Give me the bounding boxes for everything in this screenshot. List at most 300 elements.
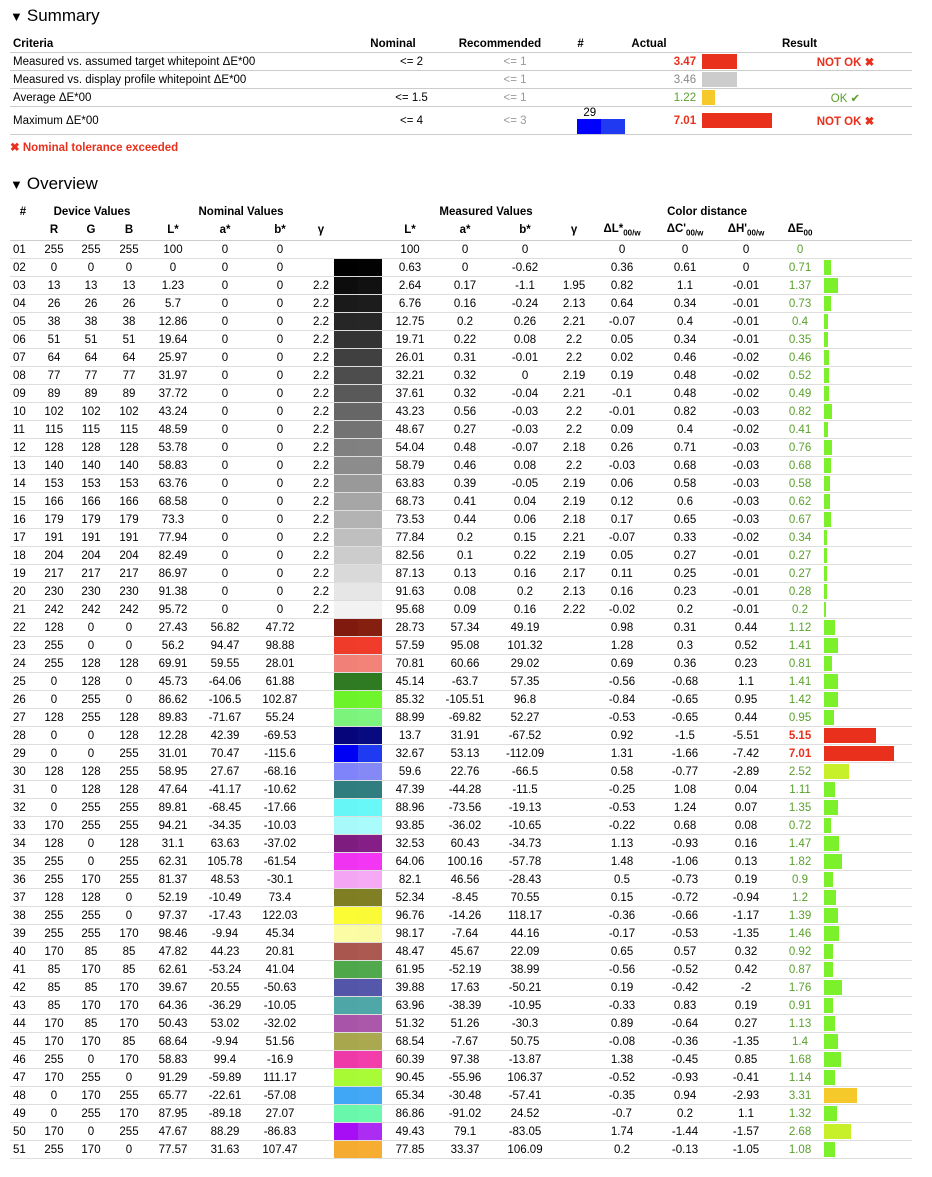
device-g: 217 [72,565,110,583]
nominal-l: 47.82 [148,943,198,961]
row-index: 24 [10,655,36,673]
overview-row [10,295,912,313]
device-b: 13 [110,277,148,295]
delta-l: 0.82 [590,277,654,295]
delta-e: 0.34 [776,529,824,547]
swatch-nominal [334,259,358,277]
delta-e-bar-fill [824,602,826,617]
overview-row [10,817,912,835]
measured-b: 70.55 [492,889,558,907]
nominal-l: 1.23 [148,277,198,295]
measured-gamma [558,1123,590,1141]
col-measured-l: L* [382,220,438,241]
device-r: 0 [36,799,72,817]
measured-l: 2.64 [382,277,438,295]
nominal-a: 0 [198,403,252,421]
device-r: 242 [36,601,72,619]
summary-criteria: Measured vs. display profile whitepoint ΔE*00 [10,71,367,89]
measured-b: -10.95 [492,997,558,1015]
measured-gamma [558,853,590,871]
device-r: 26 [36,295,72,313]
device-b: 0 [110,691,148,709]
device-r: 179 [36,511,72,529]
delta-e-bar [824,889,912,907]
nominal-a: 42.39 [198,727,252,745]
overview-table [10,204,912,1159]
device-g: 128 [72,439,110,457]
device-b: 51 [110,331,148,349]
measured-gamma: 2.2 [558,403,590,421]
nominal-a: -9.94 [198,1033,252,1051]
overview-heading[interactable] [10,174,98,194]
nominal-gamma: 2.2 [308,565,334,583]
delta-e: 1.13 [776,1015,824,1033]
measured-gamma [558,241,590,259]
nominal-l: 47.64 [148,781,198,799]
measured-a: 0.2 [438,313,492,331]
row-index: 03 [10,277,36,295]
swatch-measured [358,1051,382,1069]
overview-row [10,457,912,475]
summary-actual: 3.47 [628,53,699,71]
nominal-a: -10.49 [198,889,252,907]
delta-e-bar-fill [824,350,829,365]
delta-h: 0 [716,241,776,259]
nominal-l: 89.83 [148,709,198,727]
row-index: 35 [10,853,36,871]
swatch-measured [358,727,382,745]
nominal-gamma [308,907,334,925]
measured-b: 0.08 [492,457,558,475]
delta-h: 0.44 [716,709,776,727]
overview-row [10,439,912,457]
measured-gamma [558,799,590,817]
overview-group-distance: Color distance [667,206,747,218]
measured-a: -38.39 [438,997,492,1015]
swatch-measured [358,475,382,493]
delta-e: 0.62 [776,493,824,511]
nominal-gamma: 2.2 [308,277,334,295]
measured-l: 93.85 [382,817,438,835]
measured-b: 0.08 [492,331,558,349]
swatch-nominal [334,601,358,619]
col-delta-e: $\Delta E_{00}$ [776,220,824,241]
row-index: 06 [10,331,36,349]
measured-a: 0.32 [438,367,492,385]
measured-a: -7.67 [438,1033,492,1051]
delta-e-bar-fill [824,872,833,887]
measured-a: -55.96 [438,1069,492,1087]
measured-a: 0 [438,259,492,277]
swatch-measured [358,1123,382,1141]
delta-e-bar-fill [824,710,834,725]
measured-l: 43.23 [382,403,438,421]
device-b: 140 [110,457,148,475]
measured-l: 0.63 [382,259,438,277]
delta-e: 0.4 [776,313,824,331]
measured-l: 86.86 [382,1105,438,1123]
swatch-measured [358,331,382,349]
swatch-measured [358,1087,382,1105]
delta-e: 0 [776,241,824,259]
row-index: 39 [10,925,36,943]
delta-e: 0.52 [776,367,824,385]
measured-gamma: 2.2 [558,457,590,475]
delta-e-bar-fill [824,458,831,473]
nominal-a: 0 [198,601,252,619]
overview-row [10,619,912,637]
device-r: 0 [36,691,72,709]
measured-a: 0.13 [438,565,492,583]
measured-gamma [558,997,590,1015]
delta-e: 0.73 [776,295,824,313]
device-r: 115 [36,421,72,439]
overview-row [10,871,912,889]
measured-l: 28.73 [382,619,438,637]
device-b: 128 [110,709,148,727]
delta-c: -0.73 [654,871,716,889]
delta-e: 0.92 [776,943,824,961]
summary-bar [699,89,779,107]
nominal-l: 50.43 [148,1015,198,1033]
delta-e: 2.52 [776,763,824,781]
measured-a: 0.41 [438,493,492,511]
measured-b: 0 [492,367,558,385]
device-g: 0 [72,1123,110,1141]
delta-h: -0.01 [716,565,776,583]
delta-e-bar-fill [824,836,839,851]
nominal-gamma: 2.2 [308,529,334,547]
measured-l: 77.85 [382,1141,438,1159]
nominal-a: -68.45 [198,799,252,817]
device-b: 255 [110,799,148,817]
device-r: 0 [36,781,72,799]
nominal-a: 59.55 [198,655,252,673]
swatch-nominal [334,1105,358,1123]
measured-b: -11.5 [492,781,558,799]
nominal-b: 45.34 [252,925,308,943]
delta-c: 0.4 [654,421,716,439]
delta-l: -0.36 [590,907,654,925]
delta-e-bar [824,331,912,349]
delta-e-bar-fill [824,1034,838,1049]
swatch-nominal [334,709,358,727]
delta-e-bar-fill [824,368,829,383]
device-r: 170 [36,1123,72,1141]
measured-l: 6.76 [382,295,438,313]
nominal-gamma [308,1141,334,1159]
measured-b: 24.52 [492,1105,558,1123]
overview-row [10,1105,912,1123]
measured-gamma [558,925,590,943]
row-index: 36 [10,871,36,889]
delta-e-bar [824,871,912,889]
device-r: 255 [36,1141,72,1159]
device-g: 242 [72,601,110,619]
overview-row [10,673,912,691]
overview-row [10,331,912,349]
measured-a: 57.34 [438,619,492,637]
swatch-nominal [334,835,358,853]
delta-e: 0.41 [776,421,824,439]
swatch-nominal [334,241,358,259]
nominal-b: 98.88 [252,637,308,655]
delta-e: 1.14 [776,1069,824,1087]
device-g: 0 [72,727,110,745]
delta-h: -0.01 [716,313,776,331]
device-g: 191 [72,529,110,547]
nominal-a: 56.82 [198,619,252,637]
col-measured-a: a* [438,220,492,241]
device-b: 230 [110,583,148,601]
measured-gamma [558,871,590,889]
row-index: 08 [10,367,36,385]
col-delta-c: $\Delta C'_{00/w}$ [654,220,716,241]
device-r: 170 [36,943,72,961]
measured-gamma [558,1051,590,1069]
device-b: 0 [110,907,148,925]
delta-h: -0.03 [716,439,776,457]
device-g: 204 [72,547,110,565]
swatch-nominal [334,1123,358,1141]
nominal-b: 0 [252,259,308,277]
delta-e-bar-fill [824,962,833,977]
swatch-measured [358,385,382,403]
delta-l: 0.09 [590,421,654,439]
nominal-gamma [308,817,334,835]
device-r: 0 [36,673,72,691]
delta-e-bar-fill [824,386,829,401]
device-b: 217 [110,565,148,583]
measured-l: 68.73 [382,493,438,511]
delta-l: -0.22 [590,817,654,835]
device-r: 0 [36,259,72,277]
delta-e: 0.58 [776,475,824,493]
delta-h: 0.95 [716,691,776,709]
swatch-nominal [334,871,358,889]
nominal-b: -10.03 [252,817,308,835]
overview-row [10,997,912,1015]
device-b: 85 [110,943,148,961]
swatch-nominal [334,583,358,601]
swatch-nominal [334,547,358,565]
swatch-measured [358,547,382,565]
swatch-measured [358,961,382,979]
col-nominal-b: b* [252,220,308,241]
nominal-a: 31.63 [198,1141,252,1159]
overview-row [10,511,912,529]
device-r: 128 [36,439,72,457]
delta-l: -0.35 [590,1087,654,1105]
overview-row [10,655,912,673]
delta-e: 1.2 [776,889,824,907]
measured-l: 70.81 [382,655,438,673]
row-index: 43 [10,997,36,1015]
overview-row [10,763,912,781]
delta-e-bar [824,1141,912,1159]
nominal-l: 47.67 [148,1123,198,1141]
row-index: 15 [10,493,36,511]
swatch-nominal [334,727,358,745]
delta-l: 0.98 [590,619,654,637]
delta-e-bar [824,403,912,421]
device-r: 38 [36,313,72,331]
device-g: 26 [72,295,110,313]
measured-a: 0.39 [438,475,492,493]
swatch-nominal [334,529,358,547]
swatch-nominal [334,1033,358,1051]
delta-l: 0.65 [590,943,654,961]
delta-e-bar-fill [824,314,828,329]
row-index: 01 [10,241,36,259]
summary-recommended: <= 1 [456,89,575,107]
measured-a: -91.02 [438,1105,492,1123]
overview-row [10,529,912,547]
measured-a: -63.7 [438,673,492,691]
measured-gamma: 2.21 [558,313,590,331]
delta-h: 0.42 [716,961,776,979]
nominal-gamma [308,997,334,1015]
delta-l: 0.69 [590,655,654,673]
row-index: 40 [10,943,36,961]
overview-row [10,781,912,799]
delta-c: 0.3 [654,637,716,655]
delta-e-bar [824,511,912,529]
delta-e-bar [824,241,912,259]
overview-row [10,961,912,979]
row-index: 26 [10,691,36,709]
row-index: 07 [10,349,36,367]
delta-e-bar-fill [824,494,830,509]
measured-l: 63.96 [382,997,438,1015]
measured-gamma [558,673,590,691]
swatch-measured [358,637,382,655]
delta-e-bar [824,799,912,817]
measured-a: -7.64 [438,925,492,943]
swatch-nominal [334,799,358,817]
device-r: 170 [36,1069,72,1087]
measured-b: -57.78 [492,853,558,871]
nominal-b: -32.02 [252,1015,308,1033]
device-r: 170 [36,1015,72,1033]
nominal-l: 31.1 [148,835,198,853]
nominal-l: 12.86 [148,313,198,331]
delta-e-bar-fill [824,296,831,311]
delta-e-bar [824,277,912,295]
nominal-a: 0 [198,475,252,493]
measured-b: -19.13 [492,799,558,817]
nominal-a: -17.43 [198,907,252,925]
delta-e-bar [824,745,912,763]
delta-h: -0.01 [716,583,776,601]
delta-e-bar-fill [824,854,842,869]
nominal-l: 31.01 [148,745,198,763]
delta-c: -1.66 [654,745,716,763]
device-b: 64 [110,349,148,367]
swatch-nominal [334,673,358,691]
device-g: 85 [72,943,110,961]
delta-c: -0.66 [654,907,716,925]
device-r: 128 [36,835,72,853]
device-g: 255 [72,1069,110,1087]
summary-bar-fill [702,90,715,105]
overview-row [10,421,912,439]
swatch-nominal [334,853,358,871]
delta-l: -0.56 [590,961,654,979]
nominal-gamma: 2.2 [308,349,334,367]
measured-l: 85.32 [382,691,438,709]
measured-gamma: 2.13 [558,295,590,313]
overview-row [10,979,912,997]
measured-gamma [558,817,590,835]
nominal-gamma [308,961,334,979]
measured-l: 48.67 [382,421,438,439]
measured-b: -112.09 [492,745,558,763]
measured-b: 29.02 [492,655,558,673]
delta-l: 0.15 [590,889,654,907]
swatch-nominal [334,421,358,439]
device-b: 153 [110,475,148,493]
delta-l: 0.17 [590,511,654,529]
nominal-l: 91.29 [148,1069,198,1087]
summary-recommended: <= 1 [456,71,575,89]
row-index: 12 [10,439,36,457]
measured-gamma [558,1069,590,1087]
delta-h: -0.03 [716,403,776,421]
nominal-gamma: 2.2 [308,493,334,511]
device-b: 255 [110,871,148,889]
row-index: 34 [10,835,36,853]
disclosure-triangle-icon[interactable]: ▼ [10,8,23,24]
delta-h: -2.93 [716,1087,776,1105]
nominal-gamma: 2.2 [308,547,334,565]
measured-a: 0.2 [438,529,492,547]
device-r: 102 [36,403,72,421]
device-g: 128 [72,781,110,799]
nominal-l: 39.67 [148,979,198,997]
summary-heading[interactable] [10,6,100,26]
delta-c: 0.31 [654,619,716,637]
measured-l: 88.96 [382,799,438,817]
overview-row [10,925,912,943]
disclosure-triangle-icon[interactable]: ▼ [10,176,23,192]
delta-h: 0.08 [716,817,776,835]
device-b: 170 [110,925,148,943]
row-index: 22 [10,619,36,637]
measured-b: 49.19 [492,619,558,637]
nominal-gamma [308,745,334,763]
swatch-nominal [334,619,358,637]
summary-criteria: Maximum ΔE*00 [10,107,367,135]
delta-h: -1.35 [716,1033,776,1051]
delta-c: -0.13 [654,1141,716,1159]
delta-e-bar [824,709,912,727]
summary-hash: 29 [574,107,628,135]
measured-l: 68.54 [382,1033,438,1051]
measured-l: 51.32 [382,1015,438,1033]
nominal-a: 20.55 [198,979,252,997]
measured-gamma [558,907,590,925]
delta-c: 0 [654,241,716,259]
nominal-b: 0 [252,583,308,601]
device-b: 26 [110,295,148,313]
measured-a: 0.46 [438,457,492,475]
col-measured-gamma: γ [558,220,590,241]
measured-gamma: 2.21 [558,385,590,403]
delta-l: -0.17 [590,925,654,943]
nominal-a: -22.61 [198,1087,252,1105]
row-index: 02 [10,259,36,277]
